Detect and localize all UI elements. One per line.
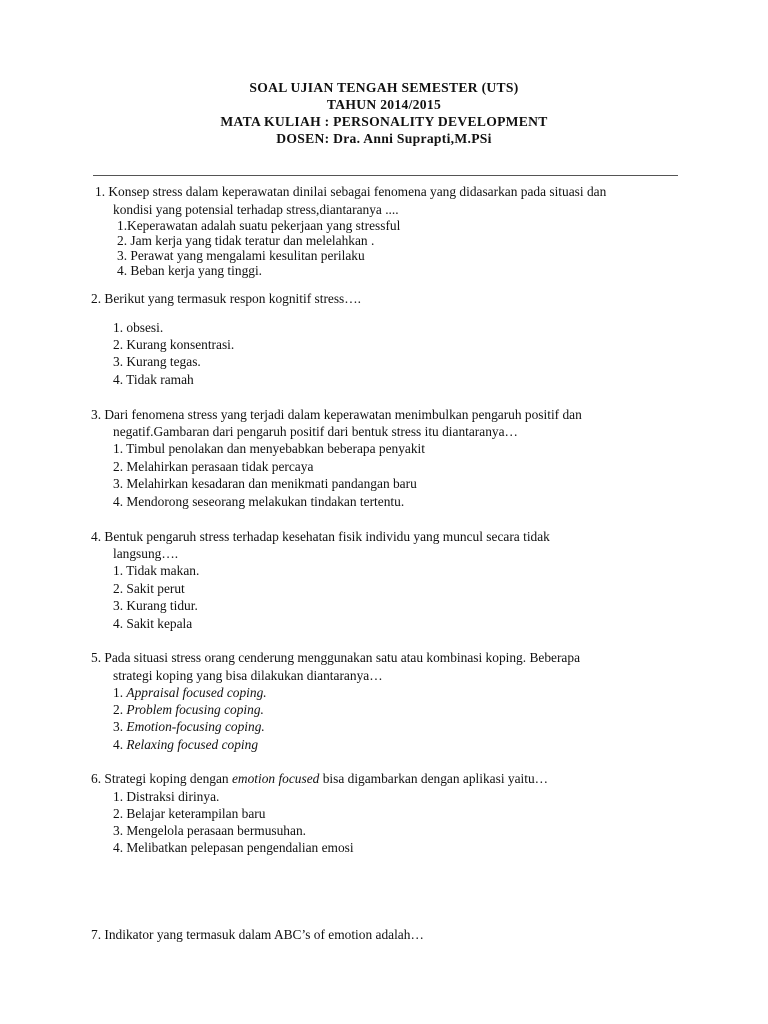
question-stem: 1. Konsep stress dalam keperawatan dinilai sebagai fenomena yang didasarkan pada situasi dan [95,184,607,199]
answer-option: 4. Sakit kepala [113,616,193,631]
answer-option: 2. Kurang konsentrasi. [113,337,235,352]
document-header [0,79,768,147]
answer-option: 3. Kurang tidur. [113,598,198,613]
answer-option: 4. Beban kerja yang tinggi. [117,263,263,278]
answer-option: 2. Belajar keterampilan baru [113,806,266,821]
course-name: MATA KULIAH : PERSONALITY DEVELOPMENT [220,114,548,129]
academic-year: TAHUN 2014/2015 [326,97,442,112]
question-stem: 4. Bentuk pengaruh stress terhadap kesehatan fisik individu yang muncul secara tidak [91,529,550,544]
answer-option: 1. obsesi. [113,320,164,335]
option-term: Emotion-focusing coping. [126,719,265,734]
question-stem: 3. Dari fenomena stress yang terjadi dalam keperawatan menimbulkan pengaruh positif dan [91,407,582,422]
answer-option: 3. Perawat yang mengalami kesulitan perilaku [117,248,365,263]
answer-option: 1. Timbul penolakan dan menyebabkan beberapa penyakit [113,441,425,456]
stem-term: emotion focused [231,771,320,786]
answer-option [113,684,267,702]
option-term: Appraisal focused coping. [126,685,267,700]
answer-option: 4. Tidak ramah [113,372,194,387]
question-stem: 2. Berikut yang termasuk respon kognitif stress…. [91,291,362,306]
answer-option: 4. Mendorong seseorang melakukan tindakan tertentu. [113,494,405,509]
option-term: Relaxing focused coping [126,737,259,752]
answer-option: 3. Kurang tegas. [113,354,201,369]
lecturer-name: DOSEN: Dra. Anni Suprapti,M.PSi [276,131,492,146]
answer-option [113,718,265,736]
stem-text: bisa digambarkan dengan aplikasi yaitu… [319,771,549,786]
exam-title: SOAL UJIAN TENGAH SEMESTER (UTS) [249,80,519,95]
answer-option: 2. Jam kerja yang tidak teratur dan melelahkan . [117,233,375,248]
answer-option: 1.Keperawatan adalah suatu pekerjaan yang stressful [117,218,401,233]
answer-option [113,736,258,754]
question-stem: 7. Indikator yang termasuk dalam ABC’s of emotion adalah… [91,927,424,942]
answer-option [113,701,264,719]
answer-option: 4. Melibatkan pelepasan pengendalian emosi [113,840,354,855]
option-number: 4. [113,737,127,752]
answer-option: 2. Sakit perut [113,581,185,596]
option-term: Problem focusing coping. [126,702,264,717]
option-number: 1. [113,685,127,700]
option-number: 3. [113,719,127,734]
question-stem [91,770,548,788]
stem-text: 6. Strategi koping dengan [91,771,232,786]
question-stem: 5. Pada situasi stress orang cenderung menggunakan satu atau kombinasi koping. Beberapa [91,650,581,665]
question-stem-cont: negatif.Gambaran dari pengaruh positif dari bentuk stress itu diantaranya… [113,424,518,439]
answer-option: 1. Tidak makan. [113,563,200,578]
question-stem-cont: langsung…. [113,546,179,561]
question-stem-cont: kondisi yang potensial terhadap stress,diantaranya .... [113,202,399,217]
answer-option: 2. Melahirkan perasaan tidak percaya [113,459,314,474]
answer-option: 3. Melahirkan kesadaran dan menikmati pandangan baru [113,476,417,491]
answer-option: 1. Distraksi dirinya. [113,789,220,804]
option-number: 2. [113,702,127,717]
question-stem-cont: strategi koping yang bisa dilakukan diantaranya… [113,668,383,683]
answer-option: 3. Mengelola perasaan bermusuhan. [113,823,306,838]
header-divider [93,175,678,176]
